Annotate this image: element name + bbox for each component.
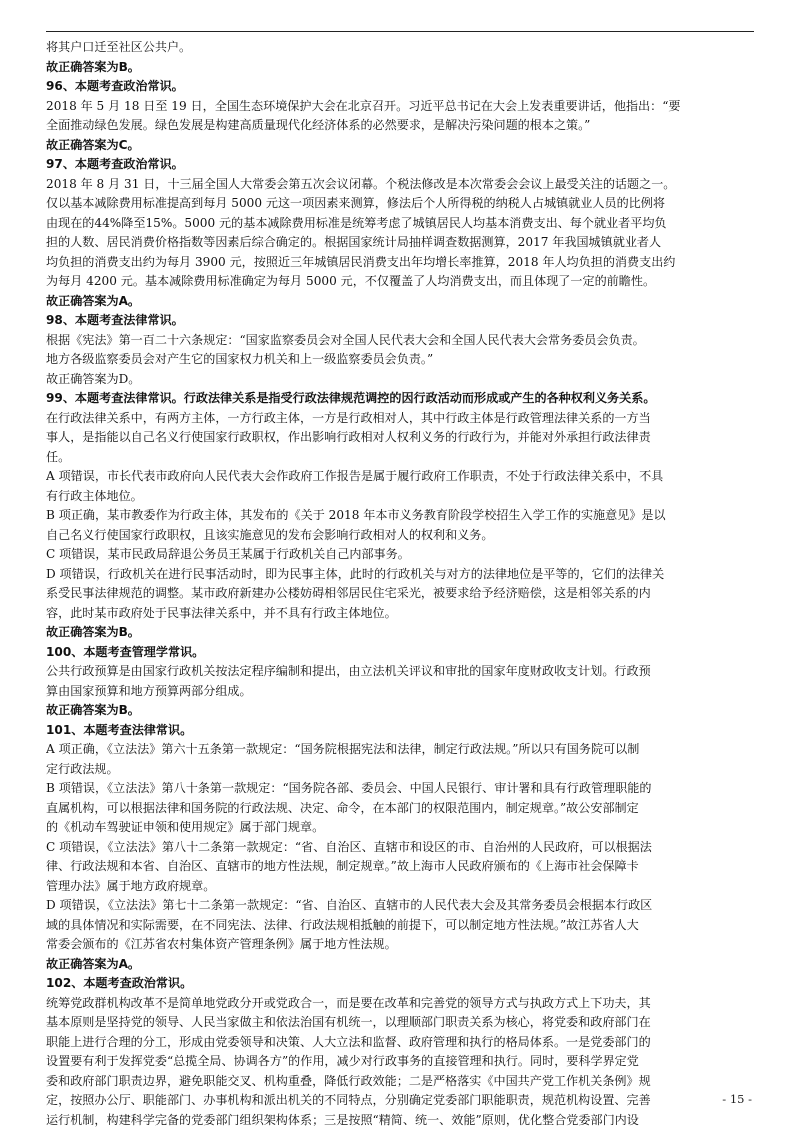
heading-line: 故正确答案为A。 — [46, 956, 141, 971]
text-line: 仅以基本减除费用标准提高到每月 5000 元这一项因素来测算，修法后个人所得税的纳税人占城镇就业人员的比例将 — [46, 196, 665, 210]
text-line: 地方各级监察委员会对产生它的国家权力机关和上一级监察委员会负责。” — [46, 352, 434, 366]
text-line: 律、行政法规和本省、自治区、直辖市的地方性法规，制定规章。”故上海市人民政府颁布的《上海市社会保障卡 — [46, 859, 639, 873]
text-line: 定，按照办公厅、职能部门、办事机构和派出机关的不同特点，分别确定党委部门职能职责，规范机构设置、完善 — [46, 1093, 651, 1107]
text-line: 全面推动绿色发展。绿色发展是构建高质量现代化经济体系的必然要求，是解决污染问题的根本之策。” — [46, 118, 591, 132]
text-line: 委和政府部门职责边界，避免职能交叉、机构重叠，降低行政效能；二是严格落实《中国共产党工作机关条例》规 — [46, 1073, 651, 1088]
text-line: 公共行政预算是由国家行政机关按法定程序编制和提出，由立法机关评议和审批的国家年度财政收支计划。行政预 — [46, 664, 651, 678]
heading-line: 故正确答案为B。 — [46, 625, 140, 639]
heading-line: 故正确答案为B。 — [46, 703, 140, 717]
text-line: 的《机动车驾驶证申领和使用规定》属于部门规章。 — [46, 820, 325, 834]
text-line: 由现在的44%降至15%。5000 元的基本减除费用标准是统筹考虑了城镇居民人均基本消费支出、每个就业者平均负 — [46, 215, 667, 230]
text-line: 根据《宪法》第一百二十六条规定：“国家监察委员会对全国人民代表大会和全国人民代表大会常务委员会负责。 — [46, 332, 645, 347]
text-line: 定行政法规。 — [46, 761, 119, 776]
text-line: 有行政主体地位。 — [46, 488, 143, 503]
heading-line: 99、本题考查法律常识。行政法律关系是指受行政法律规范调控的因行政活动而形成或产生的各种权利义务关系。 — [46, 391, 656, 405]
text-line: 设置要有利于发挥党委“总揽全局、协调各方”的作用，减少对行政事务的直接管理和执行。同时，要科学界定党 — [46, 1054, 639, 1068]
header-rule — [46, 31, 754, 32]
text-line: 统筹党政群机构改革不是简单地党政分开或党政合一，而是要在改革和完善党的领导方式与执政方式上下功夫，其 — [46, 995, 651, 1010]
text-line: 域的具体情况和实际需要，在不同宪法、法律、行政法规相抵触的前提下，可以制定地方性法规。”故江苏省人大 — [46, 917, 639, 932]
text-line: A 项正确，《立法法》第六十五条第一款规定：“国务院根据宪法和法律，制定行政法规。”所以只有国务院可以制 — [46, 742, 640, 756]
text-line: 自己名义行使国家行政职权，且该实施意见的发布会影响行政相对人的权利和义务。 — [46, 527, 494, 542]
text-line: 职能上进行合理的分工，形成由党委领导和决策、人大立法和监督、政府管理和执行的格局体系。一是党委部门的 — [46, 1034, 651, 1049]
text-line: 运行机制，构建科学完备的党委部门组织架构体系；三是按照“精简、统一、效能”原则，优化整合党委部门内设 — [46, 1112, 639, 1127]
text-line: 担的人数、居民消费价格指数等因素后综合确定的。根据国家统计局抽样调查数据测算，2017 年我国城镇就业者人 — [46, 235, 662, 249]
text-line: B 项错误，《立法法》第八十条第一款规定：“国务院各部、委员会、中国人民银行、审计署和具有行政管理职能的 — [46, 781, 652, 795]
text-line: 直属机构，可以根据法律和国务院的行政法规、决定、命令，在本部门的权限范围内，制定规章。”故公安部制定 — [46, 800, 639, 815]
text-line: 均负担的消费支出约为每月 3900 元，按照近三年城镇居民消费支出年均增长率推算，2018 年人均负担的消费支出约 — [46, 254, 676, 269]
text-line: B 项正确，某市教委作为行政主体，其发布的《关于 2018 年本市义务教育阶段学校招生入学工作的实施意见》是以 — [46, 508, 666, 522]
text-line: 在行政法律关系中，有两方主体，一方行政主体，一方是行政相对人，其中行政主体是行政管理法律关系的一方当 — [46, 410, 651, 425]
text-line: 故正确答案为D。 — [46, 371, 141, 386]
heading-line: 102、本题考查政治常识。 — [46, 976, 193, 990]
text-line: 系受民事法律规范的调整。某市政府新建办公楼妨碍相邻居民住宅采光，被要求给予经济赔偿，这是相邻关系的内 — [46, 586, 651, 600]
heading-line: 故正确答案为C。 — [46, 137, 140, 152]
text-line: A 项错误，市长代表市政府向人民代表大会作政府工作报告是属于履行政府工作职责，不处于行政法律关系中，不具 — [46, 469, 664, 483]
text-line: C 项错误，某市民政局辞退公务员王某属于行政机关自己内部事务。 — [46, 547, 410, 561]
text-line: C 项错误，《立法法》第八十二条第一款规定：“省、自治区、直辖市和设区的市、自治州的人民政府，可以根据法 — [46, 839, 652, 854]
heading-line: 100、本题考查管理学常识。 — [46, 644, 205, 659]
text-line: 管理办法》属于地方政府规章。 — [46, 878, 216, 893]
text-line: 容，此时某市政府处于民事法律关系中，并不具有行政主体地位。 — [46, 605, 397, 620]
text-line: 2018 年 8 月 31 日，十三届全国人大常委会第五次会议闭幕。个税法修改是本次常委会会议上最受关注的话题之一。 — [46, 176, 676, 191]
heading-line: 101、本题考查法律常识。 — [46, 722, 193, 737]
text-line: 任。 — [46, 449, 71, 464]
text-line: 基本原则是坚持党的领导、人民当家做主和依法治国有机统一，以理顺部门职责关系为核心，将党委和政府部门在 — [46, 1015, 651, 1029]
text-line: D 项错误，《立法法》第七十二条第一款规定：“省、自治区、直辖市的人民代表大会及其常务委员会根据本行政区 — [46, 898, 653, 912]
page-number: - 15 - — [722, 1092, 752, 1106]
document-body — [46, 38, 754, 1130]
text-line: 事人，是指能以自己名义行使国家行政职权，作出影响行政相对人权利义务的行政行为，并能对外承担行政法律责 — [46, 430, 651, 444]
text-line: D 项错误，行政机关在进行民事活动时，即为民事主体，此时的行政机关与对方的法律地位是平等的，它们的法律关 — [46, 566, 665, 581]
heading-line: 故正确答案为A。 — [46, 293, 141, 308]
text-line: 为每月 4200 元。基本减除费用标准确定为每月 5000 元，不仅覆盖了人均消费支出，而且体现了一定的前瞻性。 — [46, 274, 656, 288]
text-line: 2018 年 5 月 18 日至 19 日，全国生态环境保护大会在北京召开。习近平总书记在大会上发表重要讲话，他指出：“要 — [46, 98, 681, 113]
heading-line: 96、本题考查政治常识。 — [46, 79, 184, 93]
heading-line: 97、本题考查政治常识。 — [46, 157, 184, 171]
text-line: 将其户口迁至社区公共户。 — [46, 40, 192, 54]
heading-line: 98、本题考查法律常识。 — [46, 313, 184, 327]
text-line: 常委会颁布的《江苏省农村集体资产管理条例》属于地方性法规。 — [46, 937, 397, 951]
heading-line: 故正确答案为B。 — [46, 59, 140, 74]
text-line: 算由国家预算和地方预算两部分组成。 — [46, 683, 252, 698]
